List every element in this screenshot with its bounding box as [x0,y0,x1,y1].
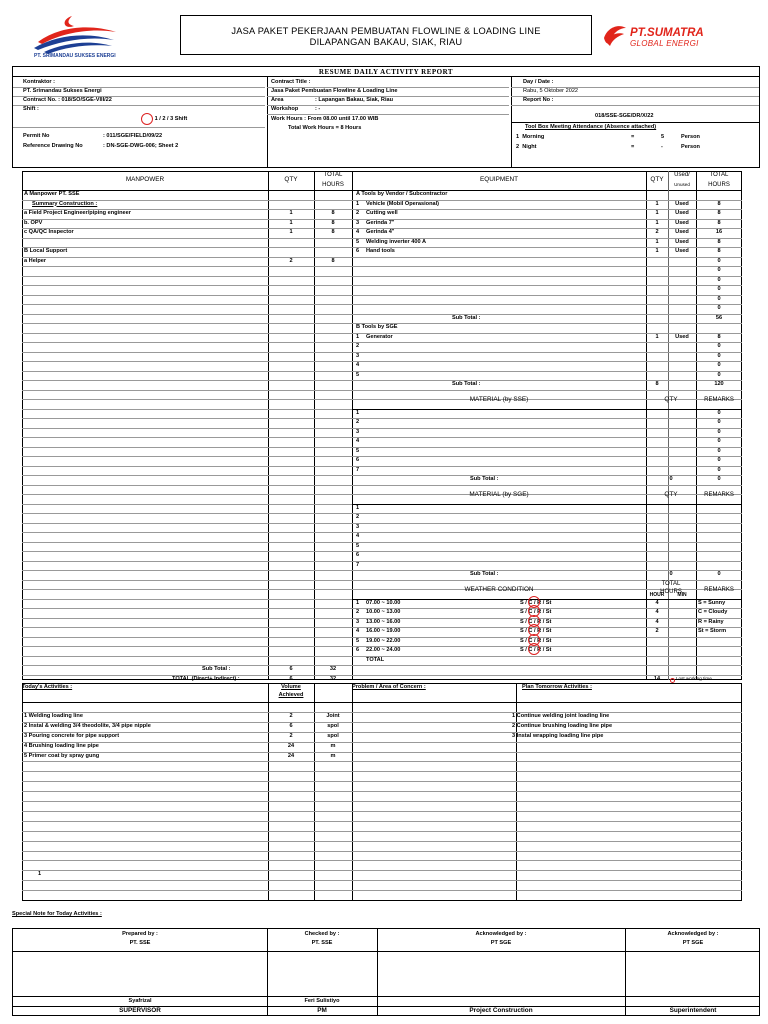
equipment-row-label: Cutting well [366,210,398,216]
equipment-row-hours: 0 [717,267,721,273]
prepared-by-label: Prepared by : [122,931,158,937]
equipment-row-used: Used [675,219,689,226]
toolbox-eq: = [631,144,635,150]
today-activity-volume: 6 [289,722,293,729]
material-sse-remarks-header: REMARKS [704,396,734,403]
project-title [180,15,592,55]
plan-activity-item: 2 Continue brushing loading line pipe [512,722,613,729]
weather-remarks-header: REMARKS [704,586,734,593]
lost-time-marker-icon [670,678,675,683]
manpower-total-label: TOTAL (Direct+ Indirect) : [172,675,240,682]
manpower-row-qty: 1 [289,229,293,235]
today-activity-item: 1 Welding loading line [24,712,83,719]
activities-row-line [22,752,742,753]
toolbox-label: Morning [522,134,545,140]
weather-row-no: 3 [356,618,360,625]
equipment-row-hours: 0 [717,286,721,292]
weather-hours-header: HOURS [660,588,682,595]
acknowledged-2-label: Acknowledged by : [667,931,719,937]
equipment-row-label: Vehicle (Mobil Operasional) [366,200,440,207]
activities-row-line [22,860,742,861]
equipment-a-title: A Tools by Vendor / Subcontractor [356,191,448,197]
today-activity-item: 5 Primer coat by spray gung [24,752,100,759]
equipment-row-hours: 0 [717,343,721,349]
material-sge-subtotal-label: Sub Total : [470,571,499,577]
equipment-row-used: Used [675,229,689,235]
activities-row-line [22,811,742,812]
toolbox-unit: Person [681,144,700,150]
activities-row-line [22,890,742,891]
equipment-row-hours: 0 [717,362,721,368]
manpower-row-hours: 8 [331,219,335,226]
equipment-row-hours: 8 [717,210,721,216]
signature-block [12,928,760,1016]
day-label: Day / Date : [523,79,554,85]
weather-row-time: 16.00 ~ 19.00 [366,628,401,634]
equipment-row-no: 6 [356,248,360,254]
today-activity-volume: 2 [289,732,293,739]
weather-row-condition: S / C / R / St [520,609,552,615]
material-sge-row-no: 7 [356,561,360,568]
lost-time-label: Lost working time [676,675,712,681]
material-sse-row-value: 0 [717,428,721,435]
manpower-row-hours: 8 [331,229,335,235]
toolbox-night [516,145,537,151]
weather-row-time: 13.00 ~ 16.00 [366,618,401,625]
company-logo-text: PT. SRIMANDAU SUKSES ENERGI [34,53,116,59]
grid-hline [22,485,742,486]
weather-total-header: TOTAL [661,580,681,587]
equipment-row-qty: 1 [655,219,659,226]
manpower-row-label: c QA/QC Inspector [24,229,74,235]
grid-hline [22,513,742,514]
special-notes-label: Special Note for Today Activities : [12,911,102,917]
material-sge-qty-header: QTY [664,490,678,498]
grid-hline [22,390,742,391]
equipment-row-qty: 1 [655,248,659,254]
material-sse-row-value: 0 [717,409,721,416]
area-label: Area [271,97,284,103]
material-sge-remarks-header: REMARKS [704,491,734,498]
toolbox-count: 5 [661,134,665,140]
today-activity-item: 4 Brushing loading line pipe [24,742,99,749]
toolbox-title: Tool Box Meeting Attendance (Absence attached) [525,124,657,130]
equipment-row-no: 2 [356,210,360,216]
project-title-line1: JASA PAKET PEKERJAAN PEMBUATAN FLOWLINE & LOADING LINE [231,26,541,36]
weather-row-condition: S / C / R / St [520,647,552,653]
weather-row-condition: S / C / R / St [520,637,552,644]
grid-hline [22,276,742,277]
equipment-row-hours: 0 [717,352,721,359]
client-logo-line2: GLOBAL ENERGI [630,39,699,48]
weather-row-no: 4 [356,628,360,634]
weather-legend: R = Rainy [698,618,724,625]
material-sse-header: MATERIAL (by SSE) [469,395,529,403]
weather-legend: St = Storm [698,628,727,634]
today-activity-unit: spol [327,732,339,739]
info-block [12,66,760,168]
equipment-a-subtotal: 56 [715,314,723,321]
equipment-row-label: Generator [366,333,393,340]
equipment-row-hours: 0 [717,371,721,378]
equipment-b-subtotal-qty: 8 [655,381,659,387]
stray-number: 1 [38,871,42,878]
activities-row-line [22,851,742,852]
main-grid [22,171,742,680]
manpower-subtotal-hours: 32 [329,666,337,672]
acknowledged-1-title: Project Construction [469,1007,533,1014]
manpower-subtotal-qty: 6 [289,666,293,672]
activities-row-line [22,712,742,713]
activities-row-line [22,732,742,733]
equipment-row-hours: 0 [717,257,721,264]
equipment-row-hours: 8 [717,238,721,245]
today-activity-volume: 24 [287,752,295,759]
today-activity-volume: 2 [289,712,293,719]
manpower-row-label: a Field Project Engineer/piping engineer [24,210,131,216]
equipment-row-used: Used [675,248,689,254]
workshop-label: Workshop [271,106,299,112]
material-sse-row-no: 1 [356,409,360,416]
activities-row-line [22,821,742,822]
equipment-row-no: 4 [356,229,360,235]
problem-label: Problem / Area of Concern : [352,684,426,690]
grid-hline [22,285,742,286]
equipment-row-qty: 1 [655,210,659,216]
equipment-b-title: B Tools by SGE [356,324,398,330]
equipment-row-label: Gerinda 7" [366,219,395,226]
material-sge-row-no: 4 [356,533,360,539]
toolbox-eq: = [631,134,635,140]
manpower-row-label: B Local Support [24,248,68,254]
equipment-b-subtotal-label: Sub Total : [452,381,481,387]
equipment-row-no: 4 [356,362,360,368]
equipment-row-no: 3 [356,352,360,359]
manpower-row-qty: 1 [289,210,293,216]
activities-row-line [22,771,742,772]
equipment-row-no: 3 [356,219,360,226]
material-sse-row-no: 2 [356,419,360,425]
today-activity-unit: m [330,742,336,749]
grid-hline [22,675,742,676]
checked-by-label: Checked by : [304,931,340,937]
material-sge-row-no: 3 [356,523,360,530]
report-title: RESUME DAILY ACTIVITY REPORT [318,68,454,76]
material-sse-subtotal-qty: 0 [669,476,673,482]
equipment-row-no: 1 [356,200,360,207]
material-sse-row-no: 6 [356,457,360,463]
activities-row-line [22,791,742,792]
equipment-row-hours: 0 [717,276,721,283]
company-logo [20,12,130,60]
weather-hour-label: HOUR [649,592,665,598]
grid-hline [352,504,742,505]
manpower-hours-header: HOURS [322,182,344,188]
equipment-row-no: 5 [356,371,360,378]
equipment-row-label: Welding inverter 400 A [366,238,426,245]
material-sge-row-no: 6 [356,552,360,558]
equipment-row-used: Used [675,210,689,216]
weather-row-condition: S / C / R / St [520,618,552,625]
grid-hline [22,361,742,362]
grid-hline [22,418,742,419]
page-header [12,10,760,62]
manpower-row-qty: 2 [289,257,293,264]
toolbox-no: 2 [516,144,520,150]
grid-hline [22,665,742,666]
equipment-row-no: 5 [356,238,360,245]
grid-hline [22,456,742,457]
grid-hline [22,295,742,296]
grid-hline [22,475,742,476]
toolbox-morning [516,135,544,141]
grid-hline [22,257,742,258]
activities-row-line [22,761,742,762]
prepared-by-title: SUPERVISOR [119,1007,161,1014]
prepared-by-name: Syafrizal [128,998,152,1004]
grid-hline [22,466,742,467]
activities-row-line [22,841,742,842]
material-sge-header: MATERIAL (by SGE) [469,490,529,498]
weather-row-condition: S / C / R / St [520,599,552,606]
shift-text: 1 / 2 / 3 Shift [154,116,188,123]
toolbox-no: 1 [516,134,520,140]
equipment-header: EQUIPMENT [480,176,518,183]
grid-hline [22,447,742,448]
toolbox-unit: Person [681,134,700,140]
manpower-row-hours: 8 [331,210,335,216]
material-sge-row-no: 5 [356,542,360,549]
contract-no: Contract No. : 018/SO/SGE-VIII/22 [23,97,112,103]
drawing-value: : DN-SGE-DWG-006; Sheet 2 [103,143,179,149]
flame-icon [602,24,628,48]
grid-hline [22,532,742,533]
contract-title-value: Jasa Paket Pembuatan Flowline & Loading Line [271,88,398,94]
grid-hline [22,314,742,315]
shift-label: Shift : [23,106,39,112]
activities-row-line [22,801,742,802]
day-value: Rabu, 5 Oktober 2022 [523,88,579,94]
equipment-a-subtotal-label: Sub Total : [452,314,481,321]
weather-row-hour: 4 [655,609,659,615]
material-sse-qty-header: QTY [664,395,678,403]
material-sse-row-value: 0 [717,447,721,454]
weather-row-no: 6 [356,647,360,653]
manpower-row-label: b. OPV [24,219,43,226]
grid-hline [22,561,742,562]
activities-row-line [22,880,742,881]
weather-row-hour: 4 [655,618,659,625]
weather-row-condition: S / C / R / St [520,628,552,634]
grid-hline [352,409,742,410]
volume-label: Volume [281,684,301,690]
manpower-row-label: Summary Construction : [32,200,98,207]
grid-hline [22,380,742,381]
grid-hline [22,304,742,305]
acknowledged-2-title: Superintendent [669,1007,717,1014]
toolbox-count: - [661,144,663,150]
equipment-row-no: 2 [356,343,360,349]
grid-hline [22,580,742,581]
weather-row-no: 1 [356,599,360,606]
report-no-value: 018/SSE-SGE/DR/X/22 [595,113,654,119]
grid-hline [22,352,742,353]
weather-total-label: TOTAL [366,656,385,663]
acknowledged-2-company: PT SGE [682,940,704,946]
manpower-subtotal-label: Sub Total : [202,666,231,672]
selected-circle-icon [528,643,540,655]
today-activity-unit: m [330,752,336,759]
weather-total-value: 14 [653,675,661,682]
activities-grid [22,683,742,901]
equipment-row-hours: 8 [717,333,721,340]
equipment-row-qty: 1 [655,333,659,340]
prepared-by-company: PT. SSE [129,940,151,946]
project-title-line2: DILAPANGAN BAKAU, SIAK, RIAU [309,37,463,47]
activities-row-line [22,742,742,743]
material-sge-row-no: 2 [356,514,360,520]
weather-row-time: 10.00 ~ 13.00 [366,609,401,615]
weather-legend: S = Sunny [698,599,726,606]
manpower-total-hours: 32 [329,675,337,682]
grid-hline [22,371,742,372]
equipment-row-qty: 2 [655,229,659,235]
acknowledged-1-company: PT SGE [490,940,512,946]
equipment-row-label: Gerinda 4" [366,229,395,235]
grid-hline [22,570,742,571]
material-sse-row-value: 0 [717,466,721,473]
shift-circle-icon [141,113,153,125]
today-activity-unit: spol [327,722,339,729]
contract-title-label: Contract Title : [271,79,311,85]
equipment-row-qty: 1 [655,200,659,207]
achieved-label: Achieved [278,692,304,698]
equipment-unused-header: Unused [674,182,690,187]
material-sse-row-value: 0 [717,457,721,463]
grid-hline [22,437,742,438]
equipment-hours-header: HOURS [708,182,730,188]
material-sse-row-no: 4 [356,438,360,444]
plan-activity-item: 1 Continue welding joint loading line [512,712,610,719]
checked-by-name: Feri Sulistiyo [304,998,340,1004]
today-activity-volume: 24 [287,742,295,749]
workshop-value: : - [315,106,321,112]
equipment-used-header: Used/ [674,172,690,178]
today-activity-unit: Joint [326,712,340,719]
acknowledged-1-label: Acknowledged by : [475,931,527,937]
grid-hline [22,428,742,429]
weather-row-no: 5 [356,637,360,644]
material-sse-row-no: 5 [356,447,360,454]
weather-row-hour: 2 [655,628,659,634]
checked-by-title: PM [317,1007,327,1014]
checked-by-company: PT. SSE [311,940,333,946]
today-activity-item: 3 Pouring concrete for pipe support [24,732,120,739]
activities-row-line [22,781,742,782]
equipment-row-used: Used [675,333,689,340]
equipment-row-no: 1 [356,333,360,340]
weather-row-time: 19.00 ~ 22.00 [366,637,401,644]
drawing-label: Reference Drawing No [23,143,83,149]
equipment-row-hours: 0 [717,295,721,302]
equipment-b-subtotal: 120 [714,381,724,387]
activities-row-line [22,831,742,832]
plan-label: Plan Tomorrow Activities : [522,684,592,690]
equipment-row-used: Used [675,200,689,207]
equipment-row-hours: 8 [717,219,721,226]
work-hours: Work Hours : From 08.00 until 17.00 WIB [271,116,379,122]
equipment-row-used: Used [675,238,689,245]
equipment-row-hours: 8 [717,200,721,207]
client-logo-line1: PT.SUMATRA [630,27,704,39]
grid-hline [22,523,742,524]
equipment-row-hours: 16 [715,229,723,235]
equipment-row-hours: 8 [717,248,721,254]
manpower-total-header: TOTAL [323,172,343,178]
area-value: : Lapangan Bakau, Siak, Riau [315,97,394,103]
grid-hline [22,551,742,552]
material-sse-subtotal-label: Sub Total : [470,476,499,482]
client-logo [602,18,752,54]
manpower-row-qty: 1 [289,219,293,226]
today-activities-label: Today's Activities : [22,684,73,690]
manpower-row-hours: 8 [331,257,335,264]
manpower-total-qty: 6 [289,675,293,682]
grid-hline [22,542,742,543]
material-sge-subtotal-qty: 0 [669,571,673,577]
equipment-row-hours: 0 [717,305,721,311]
equipment-qty-header: QTY [650,176,664,183]
equipment-row-label: Hand tools [366,248,395,254]
material-sge-subtotal: 0 [717,571,721,577]
report-no-label: Report No : [523,97,554,103]
kontraktor-value: PT. Srimandau Sukses Energi [23,88,102,94]
today-activity-item: 2 Instal & welding 3/4 theodolite, 3/4 pipe nipple [24,722,151,729]
activities-header-line [22,702,742,703]
equipment-row-qty: 1 [655,238,659,245]
manpower-row-label: A Manpower PT. SSE [24,191,80,197]
manpower-header: MANPOWER [125,176,165,183]
shift-value [141,116,187,123]
weather-row-no: 2 [356,609,360,615]
activities-row-line [22,870,742,871]
permit-value: : 011/SGE/FIELD/09/22 [103,133,163,139]
material-sge-row-no: 1 [356,504,360,511]
manpower-qty-header: QTY [284,176,298,183]
weather-legend: C = Cloudy [698,609,728,615]
equipment-total-header: TOTAL [709,172,729,178]
material-sse-row-value: 0 [717,419,721,425]
weather-row-time: 22.00 ~ 24.00 [366,647,401,653]
weather-min-label: MIN [677,592,687,598]
weather-header: WEATHER CONDITION [464,585,534,593]
material-sse-row-no: 7 [356,466,360,473]
weather-row-hour: 4 [655,599,659,606]
kontraktor-label: Kontraktor : [23,79,56,85]
material-sse-row-no: 3 [356,428,360,435]
material-sse-subtotal: 0 [717,476,721,482]
grid-hline [22,342,742,343]
plan-activity-item: 3 Instal wrapping loading line pipe [512,732,604,739]
total-work-hours: Total Work Hours = 8 Hours [288,125,362,131]
grid-hline [22,266,742,267]
weather-row-time: 07.00 ~ 10.00 [366,599,401,606]
manpower-row-label: a Helper [24,257,47,264]
toolbox-label: Night [522,144,537,150]
material-sse-row-value: 0 [717,438,721,444]
permit-label: Permit No [23,133,50,139]
